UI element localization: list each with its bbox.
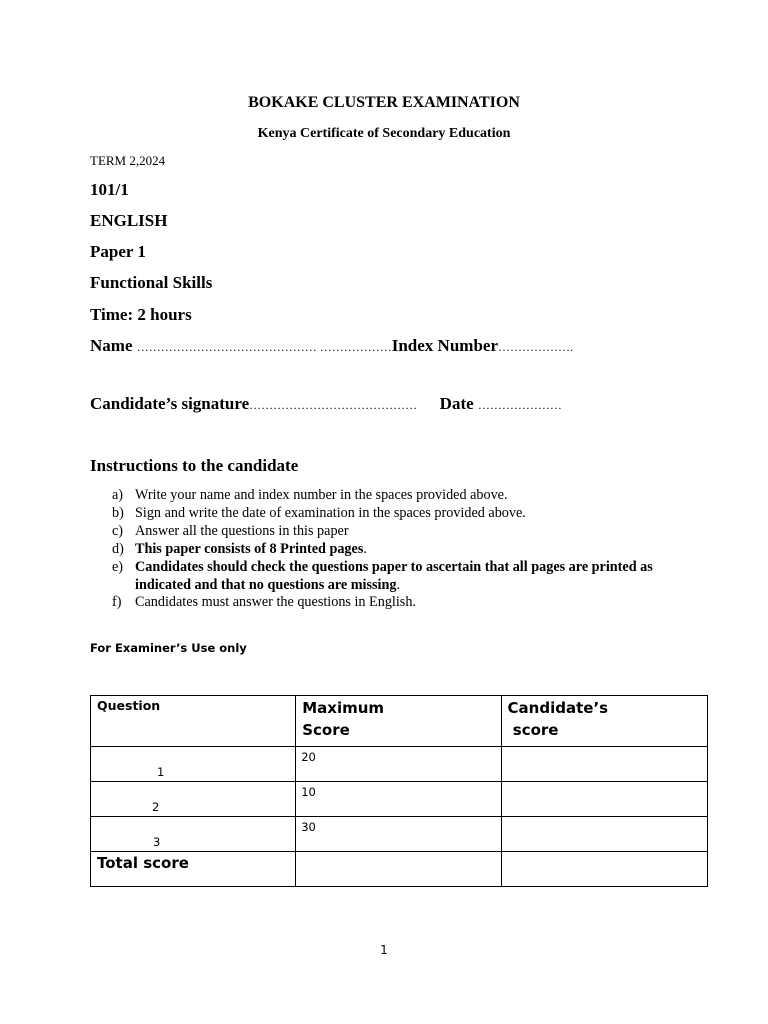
max-score-cell <box>296 747 501 782</box>
instruction-suffix: . <box>363 540 367 557</box>
instruction-text: Candidates must answer the questions in English. <box>135 594 416 611</box>
header-maximum-score <box>296 696 501 747</box>
paper-code: 101/1 <box>90 180 129 199</box>
instructions-list <box>90 487 690 612</box>
list-item <box>90 487 690 505</box>
list-marker: a) <box>112 487 124 503</box>
list-marker: c) <box>112 522 124 539</box>
exam-title: BOKAKE CLUSTER EXAMINATION <box>248 94 520 111</box>
list-item <box>90 541 690 559</box>
candidate-score-cell[interactable] <box>501 782 707 817</box>
header-candidate-label: Candidate’s <box>507 699 609 717</box>
max-score-value: 20 <box>301 750 316 764</box>
total-row <box>91 852 708 887</box>
question-number: 1 <box>157 765 165 779</box>
page-number: 1 <box>380 943 388 957</box>
instruction-text: Write your name and index number in the spaces provided above. <box>135 487 508 503</box>
list-marker: f) <box>112 594 122 611</box>
candidate-score-cell[interactable] <box>501 817 707 852</box>
list-item <box>90 594 690 612</box>
subject: ENGLISH <box>90 211 168 230</box>
paper-number: Paper 1 <box>90 242 146 261</box>
header-candidate-score <box>501 696 707 747</box>
table-row <box>91 817 708 852</box>
date-label: Date <box>439 394 474 413</box>
total-max-cell <box>296 852 501 887</box>
instruction-text: Answer all the questions in this paper <box>135 522 349 539</box>
paper-topic: Functional Skills <box>90 273 213 292</box>
instruction-text: Candidates should check the questions paper to ascertain that all pages are printed as indicated and that no questions are missing <box>135 558 653 593</box>
examiner-use-title: For Examiner’s Use only <box>90 641 247 655</box>
header-score-label: Score <box>302 721 350 739</box>
list-item <box>90 523 690 541</box>
question-number: 2 <box>152 800 160 814</box>
question-cell <box>91 817 296 852</box>
table-row <box>91 782 708 817</box>
total-score-label: Total score <box>97 854 189 872</box>
signature-label: Candidate’s signature <box>90 394 250 413</box>
signature-field[interactable]: …………………………………… <box>249 398 418 412</box>
table-header-row <box>91 696 708 747</box>
index-number-label: Index Number <box>391 336 498 355</box>
score-table <box>90 695 708 887</box>
max-score-cell <box>296 817 501 852</box>
signature-date-line <box>90 394 562 414</box>
list-marker: b) <box>112 504 124 521</box>
list-marker: e) <box>112 558 124 575</box>
instruction-text: Sign and write the date of examination in the spaces provided above. <box>135 504 526 521</box>
index-number-field[interactable]: ………………. <box>498 340 573 354</box>
date-field[interactable]: ………………… <box>477 398 562 412</box>
instruction-text: This paper consists of 8 Printed pages <box>135 540 364 557</box>
header-maximum-label: Maximum <box>302 699 385 717</box>
max-score-cell <box>296 782 501 817</box>
list-item <box>90 559 690 595</box>
exam-subtitle: Kenya Certificate of Secondary Education <box>257 126 511 141</box>
list-item <box>90 505 690 523</box>
exam-time: Time: 2 hours <box>90 305 192 324</box>
name-label: Name <box>90 336 133 355</box>
table-row <box>91 747 708 782</box>
header-question-label: Question <box>97 698 161 713</box>
list-marker: d) <box>112 540 124 557</box>
max-score-value: 10 <box>301 785 316 799</box>
question-number: 3 <box>153 835 161 849</box>
total-label-cell <box>91 852 296 887</box>
name-index-line <box>90 336 573 356</box>
name-field[interactable]: ……………………………………… ……………… <box>136 340 392 354</box>
header-candidate-score-label: score <box>507 721 559 739</box>
question-cell <box>91 782 296 817</box>
max-score-value: 30 <box>301 820 316 834</box>
total-candidate-cell[interactable] <box>501 852 707 887</box>
instructions-title: Instructions to the candidate <box>90 456 299 475</box>
term-label: TERM 2,2024 <box>90 153 166 168</box>
instruction-suffix: . <box>396 576 401 593</box>
candidate-score-cell[interactable] <box>501 747 707 782</box>
question-cell <box>91 747 296 782</box>
header-question <box>91 696 296 747</box>
